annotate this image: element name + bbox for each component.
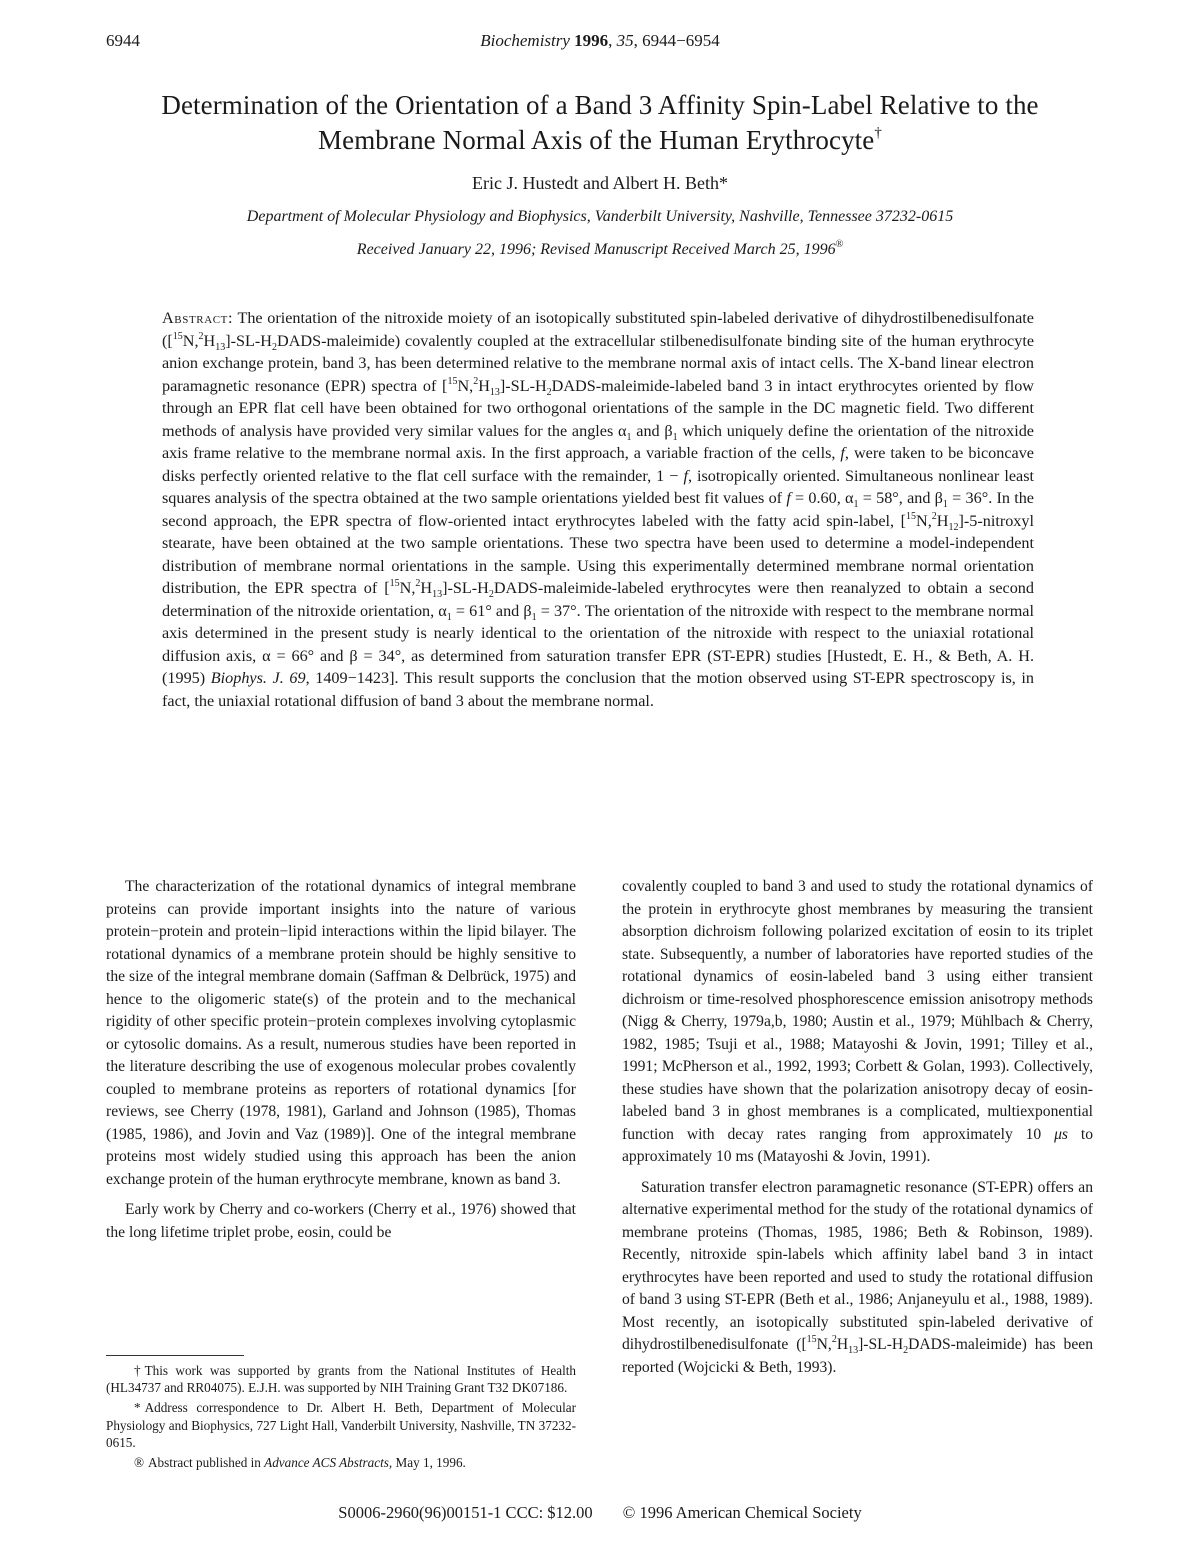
body-column-left: [106, 876, 576, 1244]
footnotes: [106, 1362, 576, 1471]
footnote-abstract-published: ® Abstract published in Advance ACS Abstracts, May 1, 1996.: [134, 1455, 466, 1471]
copyright: © 1996 American Chemical Society: [622, 1503, 862, 1522]
body-column-right: [622, 876, 1093, 1379]
footnote-divider: [106, 1355, 244, 1356]
body-paragraph: covalently coupled to band 3 and used to study the rotational dynamics of the protein in erythrocyte ghost membranes by measuring the transient absorption dichroism following polarized excitation of eosin to its triplet state. Subsequently, a number of laboratories have reported studies of the rotational dynamics of eosin-labeled band 3 using either transient dichroism or time-resolved phosphorescence emission anisotropy methods (Nigg & Cherry, 1979a,b, 1980; Austin et al., 1979; Mühlbach & Cherry, 1982, 1985; Tsuji et al., 1988; Matayoshi & Jovin, 1991; Tilley et al., 1991; McPherson et al., 1992, 1993; Corbett & Golan, 1993). Collectively, these studies have shown that the polarization anisotropy decay of eosin-labeled band 3 in ghost membranes is a complicated, multiexponential function with decay rates ranging from approximately 10 μs to approximately 10 ms (Matayoshi & Jovin, 1991).: [622, 878, 1094, 1165]
title-line-2: Membrane Normal Axis of the Human Erythrocyte†: [318, 125, 882, 155]
page-footer: [106, 1503, 1094, 1523]
journal-citation: Biochemistry 1996, 35, 6944−6954: [480, 31, 720, 50]
abstract: Abstract: The orientation of the nitroxide moiety of an isotopically substituted spin-labeled derivative of dihydrostilbenedisulfonate $([^{15}N,^2H_{13}]-SL-H_2DADS-maleimide)$ covalently coupled at the extracellular stilbenedisulfonate binding site of the human erythrocyte anion exchange protein, band 3, has been determined relative to the membrane normal axis of intact cells. The X-band linear electron paramagnetic resonance (EPR) spectra of $[^{15}N,^2H_{13}]-SL-H_2DADS-maleimide$-labeled band 3 in intact erythrocytes oriented by flow through an EPR flat cell have been obtained for two orthogonal orientations of the sample in the DC magnetic field. Two different methods of analysis have provided very similar values for the angles $\alpha_1$ and $\beta_1$ which uniquely define the orientation of the nitroxide axis frame relative to the membrane normal axis. In the first approach, a variable fraction of the cells, f, were taken to be biconcave disks perfectly oriented relative to the flat cell surface with the remainder, 1 − f, isotropically oriented. Simultaneous nonlinear least squares analysis of the spectra obtained at the two sample orientations yielded best fit values of f = 0.60, $\alpha_1 = 58^\circ$, and $\beta_1 = 36^\circ$. In the second approach, the EPR spectra of flow-oriented intact erythrocytes labeled with the fatty acid spin-label, $[^{15}N,^2H_{12}]-5$-nitroxyl stearate, have been obtained at the two sample orientations. These two spectra have been used to determine a model-independent distribution of membrane normal orientations in the sample. Using this experimentally determined membrane normal orientation distribution, the EPR spectra of $[^{15}N,^2H_{13}]-SL-H_2DADS-maleimide$-labeled erythrocytes were then reanalyzed to obtain a second determination of the nitroxide orientation, $\alpha_1 = 61^\circ$ and $\beta_1 = 37^\circ$. The orientation of the nitroxide with respect to the membrane normal axis determined in the present study is nearly identical to the orientation of the nitroxide with respect to the uniaxial rotational diffusion axis, α = 66° and β = 34°, as determined from saturation transfer EPR (ST-EPR) studies [Hustedt, E. H., & Beth, A. H. (1995) Biophys. J. 69, 1409−1423]. This result supports the conclusion that the motion observed using ST-EPR spectroscopy is, in fact, the uniaxial rotational diffusion of band 3 about the membrane normal.: [162, 309, 1035, 710]
body-paragraph: Saturation transfer electron paramagnetic resonance (ST-EPR) offers an alternative experimental method for the study of the rotational dynamics of membrane proteins (Thomas, 1985, 1986; Beth & Robinson, 1989). Recently, nitroxide spin-labels which affinity label band 3 in intact erythrocytes have been reported and used to study the rotational diffusion of band 3 using ST-EPR (Beth et al., 1986; Anjaneyulu et al., 1988, 1989). Most recently, an isotopically substituted spin-labeled derivative of dihydrostilbenedisulfonate $([^{15}N,^2H_{13}]-SL-H_2DADS-maleimide)$ has been reported (Wojcicki & Beth, 1993).: [622, 1178, 1093, 1376]
journal-name: Biochemistry: [480, 31, 570, 50]
footnote-correspondence: * Address correspondence to Dr. Albert H. Beth, Department of Molecular Physiology and Biophysics, 727 Light Hall, Vanderbilt University, Nashville, TN 37232-0615.: [106, 1400, 576, 1450]
body-paragraph: The characterization of the rotational dynamics of integral membrane proteins can provide important insights into the nature of various protein−protein and protein−lipid interactions within the lipid bilayer. The rotational dynamics of a membrane protein should be highly sensitive to the size of the integral membrane domain (Saffman & Delbrück, 1975) and hence to the oligomeric state(s) of the protein and to the mechanical rigidity of other specific protein−protein complexes involving cytoplasmic or cytosolic domains. As a result, numerous studies have been reported in the literature describing the use of exogenous molecular probes covalently coupled to membrane proteins as reporters of rotational dynamics [for reviews, see Cherry (1978, 1981), Garland and Johnson (1985), Thomas (1985, 1986), and Jovin and Vaz (1989)]. One of the integral membrane proteins most widely studied using this approach has been the anion exchange protein of the human erythrocyte membrane, known as band 3.: [106, 878, 576, 1188]
abstract-mark: ®: [835, 239, 844, 250]
dagger-mark: †: [874, 125, 882, 141]
title-line-1: Determination of the Orientation of a Band 3 Affinity Spin-Label Relative to the: [161, 90, 1039, 120]
affiliation: Department of Molecular Physiology and Biophysics, Vanderbilt University, Nashville, Tennessee 37232-0615: [246, 208, 954, 225]
article-title: [100, 88, 1100, 158]
article-code: S0006-2960(96)00151-1 CCC: $12.00: [338, 1503, 593, 1522]
page-number: 6944: [106, 31, 140, 50]
abstract-label: Abstract:: [162, 309, 234, 327]
running-head: [106, 31, 1094, 55]
journal-pages: 6944−6954: [642, 31, 720, 50]
journal-year: 1996: [574, 31, 609, 50]
body-paragraph: Early work by Cherry and co-workers (Cherry et al., 1976) showed that the long lifetime triplet probe, eosin, could be: [106, 1201, 576, 1241]
received-dates: Received January 22, 1996; Revised Manuscript Received March 25, 1996®: [356, 239, 844, 258]
footnote-funding: † This work was supported by grants from the National Institutes of Health (HL34737 and RR04075). E.J.H. was supported by NIH Training Grant T32 DK07186.: [106, 1363, 576, 1396]
journal-volume: 35: [616, 31, 634, 50]
authors: Eric J. Hustedt and Albert H. Beth*: [472, 173, 728, 193]
